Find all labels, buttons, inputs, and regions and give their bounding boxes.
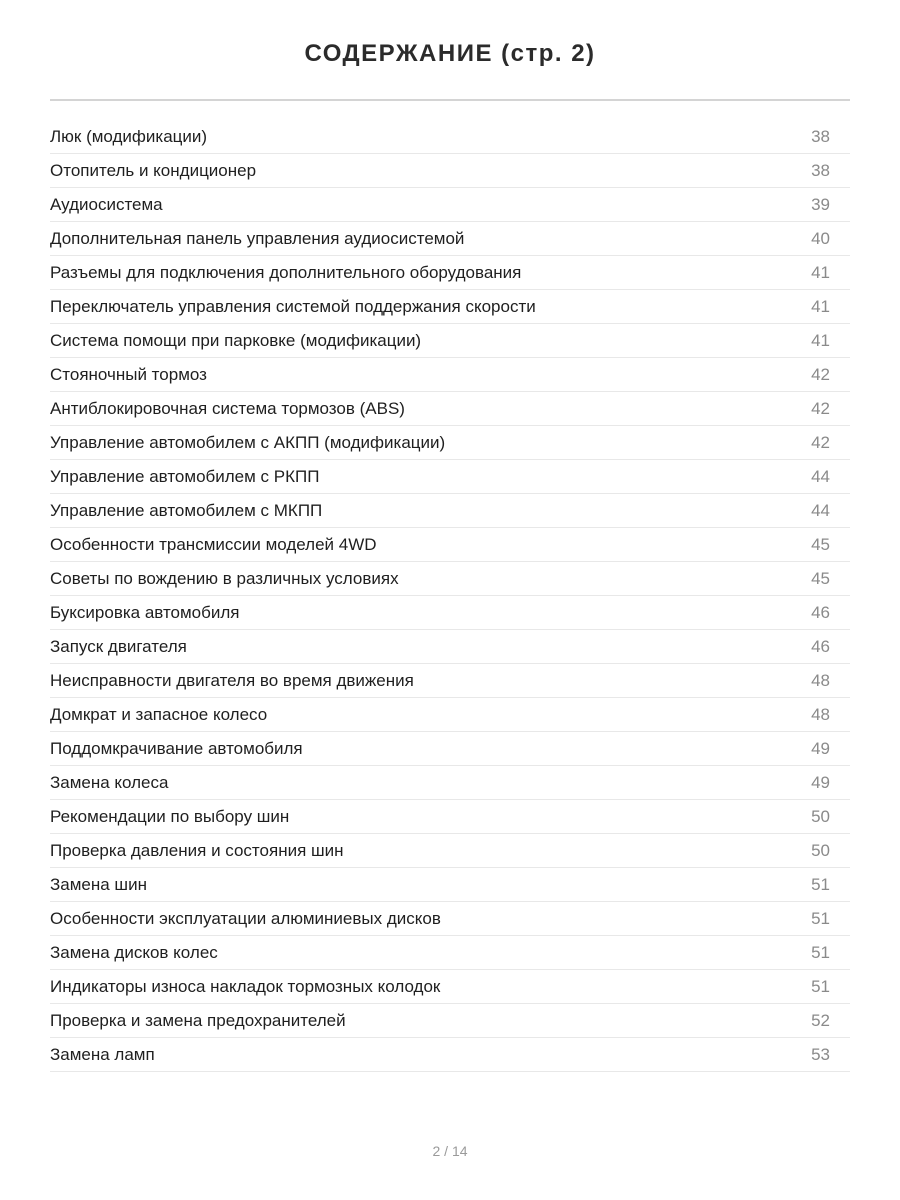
toc-entry-label: Особенности трансмиссии моделей 4WD — [50, 534, 377, 554]
toc-entry-page-number: 44 — [811, 466, 830, 486]
toc-entry-page-number: 50 — [811, 840, 830, 860]
toc-entry-label: Буксировка автомобиля — [50, 602, 240, 622]
table-of-contents — [50, 120, 850, 1072]
toc-entry-page-number: 41 — [811, 296, 830, 316]
toc-entry-page-number: 52 — [811, 1010, 830, 1030]
toc-entry[interactable] — [50, 698, 850, 732]
toc-entry-page-number: 42 — [811, 364, 830, 384]
toc-entry-label: Рекомендации по выбору шин — [50, 806, 290, 826]
toc-entry-page-number: 42 — [811, 432, 830, 452]
toc-entry-page-number: 51 — [811, 976, 830, 996]
toc-entry-page-number: 49 — [811, 738, 830, 758]
toc-entry[interactable] — [50, 392, 850, 426]
toc-entry-page-number: 51 — [811, 942, 830, 962]
toc-entry[interactable] — [50, 120, 850, 154]
toc-entry-page-number: 51 — [811, 874, 830, 894]
toc-entry-label: Замена ламп — [50, 1044, 155, 1064]
toc-entry-label: Замена шин — [50, 874, 147, 894]
toc-entry-page-number: 46 — [811, 602, 830, 622]
toc-entry-label: Поддомкрачивание автомобиля — [50, 738, 303, 758]
toc-entry-label: Антиблокировочная система тормозов (ABS) — [50, 398, 405, 418]
toc-entry[interactable] — [50, 494, 850, 528]
toc-entry-label: Люк (модификации) — [50, 126, 208, 146]
toc-entry[interactable] — [50, 868, 850, 902]
toc-entry[interactable] — [50, 630, 850, 664]
toc-entry[interactable] — [50, 222, 850, 256]
toc-entry[interactable] — [50, 562, 850, 596]
toc-entry-page-number: 39 — [811, 194, 830, 214]
toc-entry[interactable] — [50, 902, 850, 936]
toc-entry[interactable] — [50, 732, 850, 766]
toc-entry[interactable] — [50, 664, 850, 698]
toc-entry-label: Особенности эксплуатации алюминиевых дисков — [50, 908, 441, 928]
toc-entry[interactable] — [50, 188, 850, 222]
toc-entry-page-number: 48 — [811, 670, 830, 690]
toc-entry[interactable] — [50, 256, 850, 290]
toc-entry-label: Запуск двигателя — [50, 636, 187, 656]
toc-entry-page-number: 42 — [811, 398, 830, 418]
toc-entry-label: Индикаторы износа накладок тормозных колодок — [50, 976, 441, 996]
toc-entry-label: Советы по вождению в различных условиях — [50, 568, 399, 588]
toc-entry-label: Разъемы для подключения дополнительного оборудования — [50, 262, 522, 282]
toc-entry-page-number: 45 — [811, 534, 830, 554]
toc-entry[interactable] — [50, 800, 850, 834]
toc-entry-label: Стояночный тормоз — [50, 364, 207, 384]
toc-entry-label: Управление автомобилем с РКПП — [50, 466, 320, 486]
toc-entry-label: Аудиосистема — [50, 194, 163, 214]
toc-entry-page-number: 41 — [811, 330, 830, 350]
toc-entry-page-number: 40 — [811, 228, 830, 248]
toc-entry-label: Проверка давления и состояния шин — [50, 840, 344, 860]
toc-entry[interactable] — [50, 528, 850, 562]
toc-entry[interactable] — [50, 970, 850, 1004]
page-title: СОДЕРЖАНИЕ (стр. 2) — [304, 40, 596, 67]
toc-entry[interactable] — [50, 596, 850, 630]
toc-entry[interactable] — [50, 766, 850, 800]
toc-entry-label: Управление автомобилем с МКПП — [50, 500, 323, 520]
toc-entry-page-number: 45 — [811, 568, 830, 588]
toc-entry[interactable] — [50, 834, 850, 868]
toc-entry-page-number: 38 — [811, 126, 830, 146]
toc-entry-page-number: 48 — [811, 704, 830, 724]
toc-entry-page-number: 46 — [811, 636, 830, 656]
toc-entry[interactable] — [50, 290, 850, 324]
toc-entry-page-number: 38 — [811, 160, 830, 180]
toc-entry[interactable] — [50, 358, 850, 392]
toc-entry-label: Система помощи при парковке (модификации) — [50, 330, 422, 350]
toc-entry-label: Домкрат и запасное колесо — [50, 704, 268, 724]
toc-entry[interactable] — [50, 936, 850, 970]
toc-entry[interactable] — [50, 154, 850, 188]
toc-entry-page-number: 51 — [811, 908, 830, 928]
toc-entry[interactable] — [50, 1004, 850, 1038]
toc-entry[interactable] — [50, 426, 850, 460]
toc-entry-label: Переключатель управления системой поддержания скорости — [50, 296, 536, 316]
toc-entry[interactable] — [50, 460, 850, 494]
toc-entry[interactable] — [50, 1038, 850, 1072]
toc-entry-label: Дополнительная панель управления аудиосистемой — [50, 228, 465, 248]
page-counter: 2 / 14 — [432, 1143, 468, 1159]
toc-entry-label: Замена дисков колес — [50, 942, 218, 962]
toc-entry[interactable] — [50, 324, 850, 358]
toc-entry-label: Замена колеса — [50, 772, 169, 792]
toc-entry-page-number: 53 — [811, 1044, 830, 1064]
toc-entry-page-number: 50 — [811, 806, 830, 826]
toc-entry-page-number: 41 — [811, 262, 830, 282]
toc-entry-label: Управление автомобилем с АКПП (модификации) — [50, 432, 446, 452]
toc-entry-label: Проверка и замена предохранителей — [50, 1010, 346, 1030]
title-divider — [50, 99, 850, 101]
toc-entry-page-number: 44 — [811, 500, 830, 520]
toc-entry-page-number: 49 — [811, 772, 830, 792]
toc-entry-label: Отопитель и кондиционер — [50, 160, 257, 180]
toc-entry-label: Неисправности двигателя во время движения — [50, 670, 414, 690]
